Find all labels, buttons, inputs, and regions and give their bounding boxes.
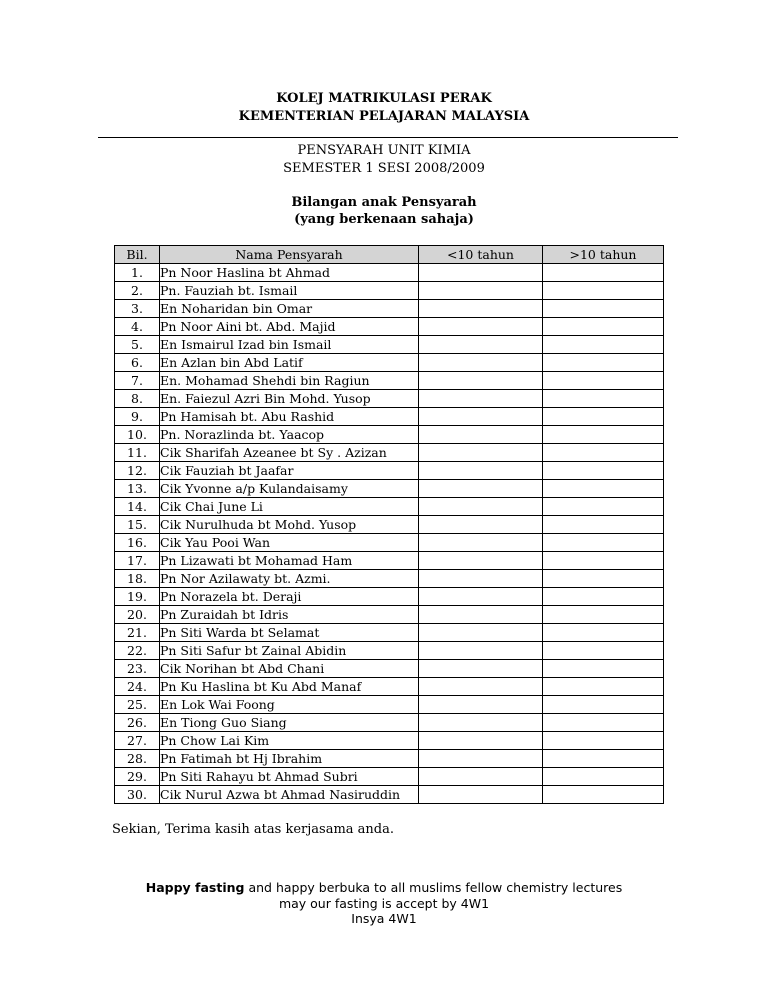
table-row (115, 588, 664, 606)
column-header-bil: Bil. (115, 246, 160, 264)
lecturer-name: Pn Siti Warda bt Selamat (160, 624, 419, 642)
table-row (115, 372, 664, 390)
column-header-over-10: >10 tahun (543, 246, 664, 264)
table-row (115, 786, 664, 804)
row-number: 25. (115, 696, 160, 714)
lecturer-name: Cik Nurul Azwa bt Ahmad Nasiruddin (160, 786, 419, 804)
row-number: 3. (115, 300, 160, 318)
table-row (115, 714, 664, 732)
row-number: 12. (115, 462, 160, 480)
lecturer-name: Pn Norazela bt. Deraji (160, 588, 419, 606)
row-number: 5. (115, 336, 160, 354)
over-10-cell (543, 624, 664, 642)
over-10-cell (543, 390, 664, 408)
lecturer-name: Cik Yvonne a/p Kulandaisamy (160, 480, 419, 498)
under-10-cell (419, 408, 543, 426)
over-10-cell (543, 426, 664, 444)
under-10-cell (419, 534, 543, 552)
under-10-cell (419, 768, 543, 786)
under-10-cell (419, 426, 543, 444)
semester-subtitle: SEMESTER 1 SESI 2008/2009 (283, 161, 485, 176)
lecturer-name: Pn Hamisah bt. Abu Rashid (160, 408, 419, 426)
over-10-cell (543, 480, 664, 498)
over-10-cell (543, 642, 664, 660)
under-10-cell (419, 516, 543, 534)
under-10-cell (419, 642, 543, 660)
under-10-cell (419, 264, 543, 282)
lecturer-name: Cik Chai June Li (160, 498, 419, 516)
under-10-cell (419, 462, 543, 480)
under-10-cell (419, 678, 543, 696)
over-10-cell (543, 516, 664, 534)
over-10-cell (543, 534, 664, 552)
row-number: 21. (115, 624, 160, 642)
row-number: 7. (115, 372, 160, 390)
lecturer-name: Cik Norihan bt Abd Chani (160, 660, 419, 678)
table-row (115, 444, 664, 462)
lecturer-name: En. Faiezul Azri Bin Mohd. Yusop (160, 390, 419, 408)
lecturer-name: Cik Sharifah Azeanee bt Sy . Azizan (160, 444, 419, 462)
row-number: 26. (115, 714, 160, 732)
table-row (115, 696, 664, 714)
table-row (115, 408, 664, 426)
table-row (115, 678, 664, 696)
over-10-cell (543, 462, 664, 480)
table-row (115, 498, 664, 516)
lecturer-name: Pn Nor Azilawaty bt. Azmi. (160, 570, 419, 588)
lecturer-name: Pn Noor Haslina bt Ahmad (160, 264, 419, 282)
footer-greeting-bold: Happy fasting (145, 880, 245, 895)
over-10-cell (543, 786, 664, 804)
under-10-cell (419, 336, 543, 354)
table-row (115, 390, 664, 408)
table-row (115, 300, 664, 318)
under-10-cell (419, 372, 543, 390)
table-body (115, 264, 664, 804)
table-row (115, 750, 664, 768)
lecturer-name: Pn Fatimah bt Hj Ibrahim (160, 750, 419, 768)
footer-greeting (0, 880, 768, 896)
over-10-cell (543, 300, 664, 318)
over-10-cell (543, 588, 664, 606)
under-10-cell (419, 714, 543, 732)
row-number: 19. (115, 588, 160, 606)
footer-signoff: Insya 4W1 (351, 911, 417, 926)
row-number: 13. (115, 480, 160, 498)
table-row (115, 624, 664, 642)
row-number: 30. (115, 786, 160, 804)
row-number: 6. (115, 354, 160, 372)
over-10-cell (543, 570, 664, 588)
column-header-under-10: <10 tahun (419, 246, 543, 264)
lecturer-name: Cik Yau Pooi Wan (160, 534, 419, 552)
table-row (115, 426, 664, 444)
row-number: 14. (115, 498, 160, 516)
lecturer-name: En Tiong Guo Siang (160, 714, 419, 732)
over-10-cell (543, 372, 664, 390)
under-10-cell (419, 300, 543, 318)
table-row (115, 570, 664, 588)
under-10-cell (419, 570, 543, 588)
row-number: 23. (115, 660, 160, 678)
over-10-cell (543, 750, 664, 768)
under-10-cell (419, 318, 543, 336)
lecturer-name: En Lok Wai Foong (160, 696, 419, 714)
table-caption-note: (yang berkenaan sahaja) (294, 212, 474, 227)
row-number: 9. (115, 408, 160, 426)
ministry-title: KEMENTERIAN PELAJARAN MALAYSIA (238, 109, 530, 124)
row-number: 22. (115, 642, 160, 660)
over-10-cell (543, 354, 664, 372)
over-10-cell (543, 714, 664, 732)
under-10-cell (419, 444, 543, 462)
row-number: 20. (115, 606, 160, 624)
over-10-cell (543, 264, 664, 282)
lecturer-name: Pn Ku Haslina bt Ku Abd Manaf (160, 678, 419, 696)
row-number: 1. (115, 264, 160, 282)
under-10-cell (419, 750, 543, 768)
under-10-cell (419, 390, 543, 408)
over-10-cell (543, 336, 664, 354)
over-10-cell (543, 696, 664, 714)
lecturer-name: En Ismairul Izad bin Ismail (160, 336, 419, 354)
row-number: 11. (115, 444, 160, 462)
lecturer-name: Cik Fauziah bt Jaafar (160, 462, 419, 480)
under-10-cell (419, 660, 543, 678)
table-row (115, 354, 664, 372)
table-row (115, 480, 664, 498)
under-10-cell (419, 498, 543, 516)
table-row (115, 768, 664, 786)
over-10-cell (543, 606, 664, 624)
lecturer-name: En Noharidan bin Omar (160, 300, 419, 318)
table-row (115, 534, 664, 552)
table-row (115, 642, 664, 660)
over-10-cell (543, 552, 664, 570)
row-number: 8. (115, 390, 160, 408)
table-row (115, 318, 664, 336)
footer-wish: may our fasting is accept by 4W1 (278, 896, 490, 911)
table-row (115, 732, 664, 750)
over-10-cell (543, 444, 664, 462)
under-10-cell (419, 588, 543, 606)
table-header-row (115, 246, 664, 264)
lecturer-name: En Azlan bin Abd Latif (160, 354, 419, 372)
row-number: 16. (115, 534, 160, 552)
table-row (115, 282, 664, 300)
over-10-cell (543, 660, 664, 678)
table-row (115, 552, 664, 570)
over-10-cell (543, 768, 664, 786)
over-10-cell (543, 498, 664, 516)
over-10-cell (543, 678, 664, 696)
under-10-cell (419, 624, 543, 642)
table-row (115, 660, 664, 678)
header-divider (98, 137, 678, 138)
column-header-name: Nama Pensyarah (160, 246, 419, 264)
row-number: 24. (115, 678, 160, 696)
table-row (115, 264, 664, 282)
under-10-cell (419, 606, 543, 624)
row-number: 10. (115, 426, 160, 444)
table-row (115, 516, 664, 534)
over-10-cell (543, 732, 664, 750)
over-10-cell (543, 282, 664, 300)
lecturer-name: Pn Noor Aini bt. Abd. Majid (160, 318, 419, 336)
under-10-cell (419, 732, 543, 750)
table-row (115, 462, 664, 480)
unit-subtitle: PENSYARAH UNIT KIMIA (297, 143, 471, 158)
row-number: 27. (115, 732, 160, 750)
over-10-cell (543, 318, 664, 336)
under-10-cell (419, 354, 543, 372)
lecturer-name: Pn Siti Rahayu bt Ahmad Subri (160, 768, 419, 786)
under-10-cell (419, 552, 543, 570)
row-number: 29. (115, 768, 160, 786)
under-10-cell (419, 696, 543, 714)
over-10-cell (543, 408, 664, 426)
closing-note: Sekian, Terima kasih atas kerjasama anda. (112, 822, 394, 837)
lecturer-table (114, 245, 664, 804)
under-10-cell (419, 480, 543, 498)
lecturer-name: Pn. Norazlinda bt. Yaacop (160, 426, 419, 444)
row-number: 28. (115, 750, 160, 768)
row-number: 2. (115, 282, 160, 300)
row-number: 18. (115, 570, 160, 588)
lecturer-name: Pn Lizawati bt Mohamad Ham (160, 552, 419, 570)
lecturer-name: Cik Nurulhuda bt Mohd. Yusop (160, 516, 419, 534)
table-row (115, 606, 664, 624)
table-caption: Bilangan anak Pensyarah (291, 195, 477, 210)
lecturer-name: Pn. Fauziah bt. Ismail (160, 282, 419, 300)
lecturer-name: En. Mohamad Shehdi bin Ragiun (160, 372, 419, 390)
lecturer-name: Pn Zuraidah bt Idris (160, 606, 419, 624)
table-row (115, 336, 664, 354)
row-number: 15. (115, 516, 160, 534)
under-10-cell (419, 786, 543, 804)
footer-greeting-text: and happy berbuka to all muslims fellow chemistry lectures (244, 880, 623, 895)
institution-title: KOLEJ MATRIKULASI PERAK (276, 91, 492, 106)
lecturer-name: Pn Chow Lai Kim (160, 732, 419, 750)
lecturer-name: Pn Siti Safur bt Zainal Abidin (160, 642, 419, 660)
row-number: 17. (115, 552, 160, 570)
row-number: 4. (115, 318, 160, 336)
under-10-cell (419, 282, 543, 300)
